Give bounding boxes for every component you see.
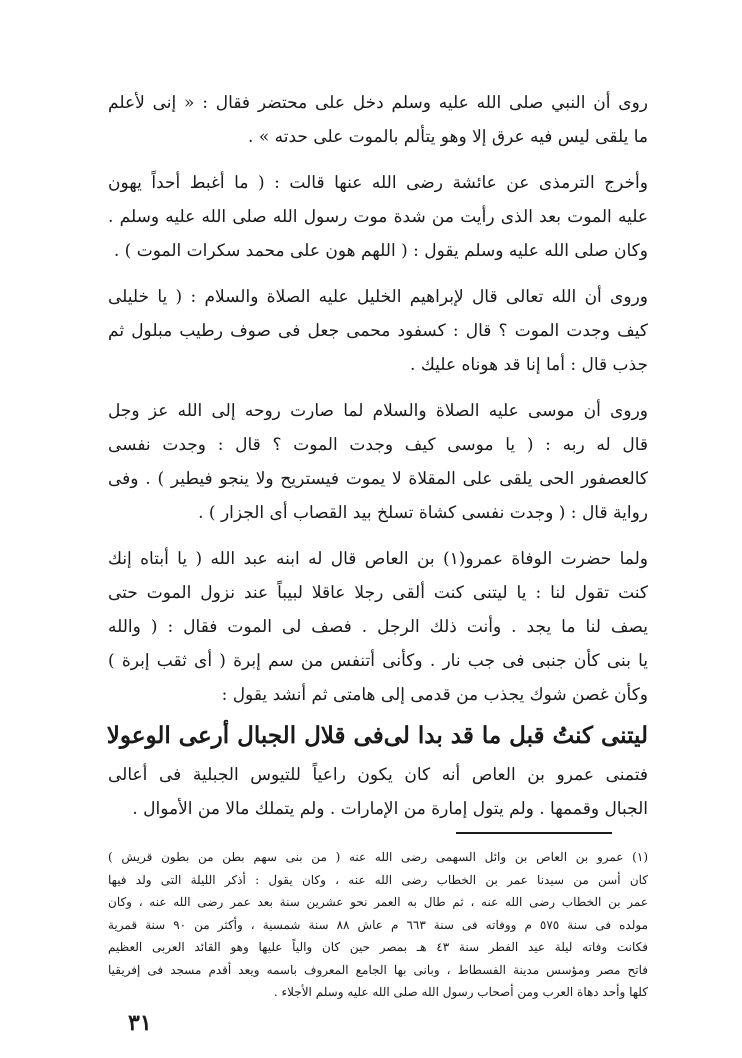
text-line: الجبال وقممها . ولم يتول إمارة من الإمارات . ولم يتملك مالا من الأموال . (132, 799, 648, 819)
text-line: وأخرج الترمذى عن عائشة رضى الله عنها قالت : ( ما أغبط أحداً يهون (108, 173, 648, 193)
footnote-line: مولده فى سنة ٥٧٥ م ووفاته فى سنة ٦٦٣ م عاش ٨٨ سنة شمسية ، وأكثر من ٩٠ سنة قمرية (108, 917, 648, 932)
text-line: وروى أن موسى عليه الصلاة والسلام لما صارت روحه إلى الله عز وجل (108, 401, 648, 421)
footnote-line: (١) عمرو بن العاص بن وائل السهمى رضى الله عنه ( من بنى سهم بطن من بطون قريش ) (108, 850, 648, 864)
footnote (108, 846, 648, 1004)
paragraph-4 (108, 394, 648, 530)
footnote-line: فاتح مصر ومؤسس مدينة الفسطاط ، وبانى بها الجامع المعروف باسمه ويعد أقدم مسجد فى إفريقيا (108, 962, 648, 977)
paragraph-2 (108, 166, 648, 268)
text-line: كيف وجدت الموت ؟ قال : كسفود محمى جعل فى صوف رطيب مبلول ثم (108, 321, 648, 341)
text-line: يصف لنا ما يجد . وأنت ذلك الرجل . فصف لى الموت فقال : ( والله (108, 617, 648, 637)
text-line: وكأن غصن شوك يجذب من قدمى إلى هامتى ثم أنشد يقول : (221, 685, 648, 705)
closing-paragraph (108, 758, 648, 826)
text-line: كالعصفور الحى يلقى على المقلاة لا يموت فيستريح ولا ينجو فيطير ) . وفى (108, 469, 648, 489)
text-line: وكان صلى الله عليه وسلم يقول : ( اللهم هون على محمد سكرات الموت ) . (113, 241, 648, 261)
text-line: قال له ربه : ( يا موسى كيف وجدت الموت ؟ قال : وجدت نفسى (108, 435, 648, 455)
text-line: كنت تقول لنا : يا ليتنى كنت ألقى رجلا عاقلا لبيباً عند نزول الموت حتى (108, 583, 648, 603)
page-number: ٣١ (128, 1010, 152, 1036)
text-line: جذب قال : أما إنا قد هوناه عليك . (410, 355, 648, 375)
paragraph-1 (108, 86, 648, 154)
text-line: رواية قال : ( وجدت نفسى كشاة تسلخ بيد القصاب أى الجزار ) . (198, 503, 648, 523)
footnote-line: كان أسن من سيدنا عمر بن الخطاب رضى الله عنه ، وكان يقول : أذكر الليلة التى ولد فيها (108, 872, 648, 887)
text-line: يا بنى كأن جنبى فى جب نار . وكأنى أتنفس من سم إبرة ( أى ثقب إبرة ) (108, 651, 648, 671)
text-line: فتمنى عمرو بن العاص أنه كان يكون راعياً للتيوس الجبلية فى أعالى (108, 765, 648, 785)
text-line: عليه الموت بعد الذى رأيت من شدة موت رسول الله صلى الله عليه وسلم . (108, 207, 648, 227)
footnote-line: فكانت وفاته ليلة عيد الفطر سنة ٤٣ هـ بمصر حين كان والياً عليها وهو القائد العربى العظيم (108, 940, 648, 954)
text-line: وروى أن الله تعالى قال لإبراهيم الخليل عليه الصلاة والسلام : ( يا خليلى (108, 287, 648, 307)
footnote-separator (456, 832, 612, 834)
verse-first-hemistich: ليتنى كنتُ قبل ما قد بدا لى (383, 722, 648, 749)
paragraph-5 (108, 542, 648, 712)
text-line: ما يلقى ليس فيه عرق إلا وهو يتألم بالموت على حدته » . (248, 127, 648, 147)
main-text (108, 86, 648, 838)
footnote-line: كلها وأحد دهاة العرب ومن أصحاب رسول الله صلى الله عليه وسلم الأجلاء . (273, 985, 648, 999)
paragraph-3 (108, 280, 648, 382)
footnote-line: عمر بن الخطاب رضى الله عنه ، ثم طال به العمر نحو عشرين سنة بعد عمر رضى الله عنه ، وكان (108, 895, 648, 909)
text-line: ولما حضرت الوفاة عمرو(١) بن العاص قال له ابنه عبد الله ( يا أبتاه إنك (108, 549, 648, 569)
poetry-verse (108, 716, 648, 756)
text-line: روى أن النبي صلى الله عليه وسلم دخل على محتضر فقال : « إنى لأعلم (108, 93, 648, 113)
verse-second-hemistich: فى قلال الجبال أرعى الوعولا (106, 722, 384, 749)
